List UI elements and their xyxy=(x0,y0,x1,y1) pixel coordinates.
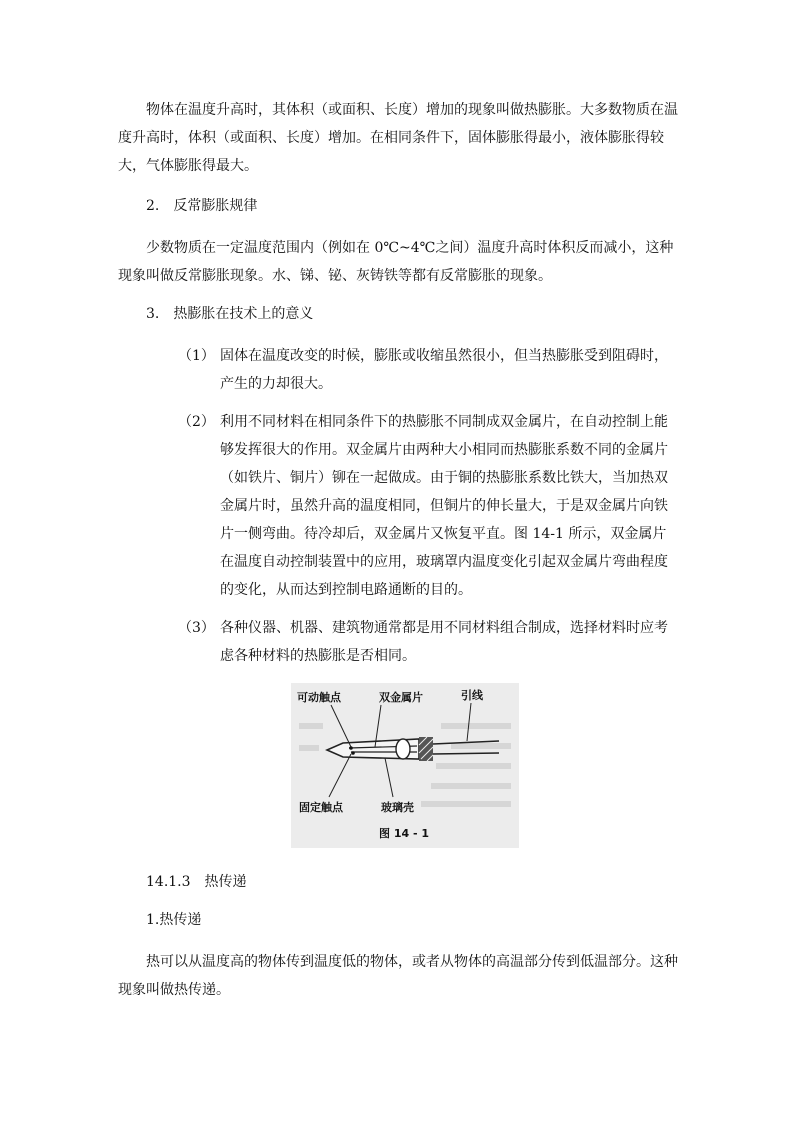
intro-paragraph: 物体在温度升高时，其体积（或面积、长度）增加的现象叫做热膨胀。大多数物质在温度升高时，体积（或面积、长度）增加。在相同条件下，固体膨胀得最小，液体膨胀得较大，气体膨胀得最大。 xyxy=(118,102,678,174)
heat-transfer-paragraph: 热可以从温度高的物体传到温度低的物体，或者从物体的高温部分传到低温部分。这种现象叫做热传递。 xyxy=(118,954,678,998)
heading-anomalous-expansion: 2. 反常膨胀规律 xyxy=(146,198,258,214)
section-heading-heat-transfer: 14.1.3 热传递 xyxy=(146,874,247,890)
list-item-text: 固体在温度改变的时候，膨胀或收缩虽然很小，但当热膨胀受到阻碍时，产生的力却很大。 xyxy=(220,348,668,392)
label-bimetal: 双金属片 xyxy=(379,691,423,704)
list-item-number: （3） xyxy=(178,620,215,636)
label-fixed-contact: 固定触点 xyxy=(299,801,343,814)
label-movable-contact: 可动触点 xyxy=(297,691,341,704)
anomalous-expansion-paragraph: 少数物质在一定温度范围内（例如在 0℃~4℃之间）温度升高时体积反而减小，这种现象叫做反常膨胀现象。水、锑、铋、灰铸铁等都有反常膨胀的现象。 xyxy=(118,240,674,284)
label-lead: 引线 xyxy=(461,689,483,702)
list-item-number: （2） xyxy=(178,414,215,430)
list-item-text: 各种仪器、机器、建筑物通常都是用不同材料组合制成，选择材料时应考虑各种材料的热膨胀是否相同。 xyxy=(220,620,668,664)
heading-technical-significance: 3. 热膨胀在技术上的意义 xyxy=(146,306,314,322)
label-glass-shell: 玻璃壳 xyxy=(381,801,414,814)
fixed-contact-dot xyxy=(351,751,355,755)
list-item-number: （1） xyxy=(178,348,215,364)
lead-wire xyxy=(433,753,499,754)
list-item-text: 利用不同材料在相同条件下的热膨胀不同制成双金属片，在自动控制上能够发挥很大的作用。双金属片由两种大小相同而热膨胀系数不同的金属片（如铁片、铜片）铆在一起做成。由于铜的热膨胀系数比铁大，当加热双金属片时，虽然升高的温度相同，但铜片的伸长量大，于是双金属片向铁片一侧弯曲。待冷却后，双金属片又恢复平直。图 14-1 所示，双金属片在温度自动控制装置中的应用，玻璃罩内温度变化引起双金属片弯曲程度的变化，从而达到控制电路通断的目的。 xyxy=(220,414,668,598)
bimetal-diagram xyxy=(291,683,519,848)
bimetal-strip-figure xyxy=(291,683,519,848)
subheading-heat-transfer: 1.热传递 xyxy=(146,912,202,928)
figure-caption: 图 14 - 1 xyxy=(379,827,430,840)
rivet xyxy=(396,739,410,759)
